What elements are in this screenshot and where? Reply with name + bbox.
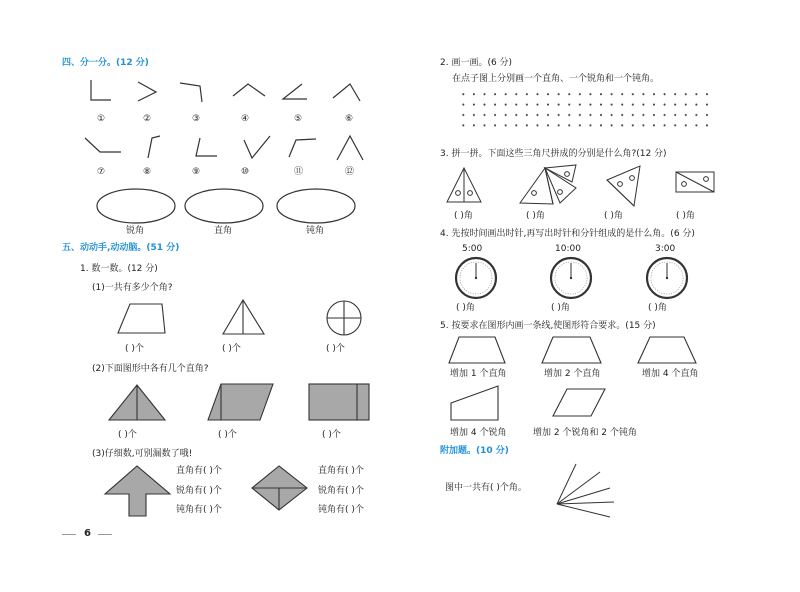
ellipse-label-acute: 锐角 — [126, 226, 145, 236]
bonus-text: 图中一共有( )个角。 — [445, 483, 527, 493]
q2-text: 在点子图上分别画一个直角、一个锐角和一个钝角。 — [452, 74, 660, 84]
angle-number-11: ⑪ — [294, 167, 304, 177]
angle-number-6: ⑥ — [345, 114, 354, 124]
q1-1-answer-2[interactable]: ( )个 — [222, 344, 241, 354]
q1-2-answer-2[interactable]: ( )个 — [218, 430, 237, 440]
q5-label-5: 增加 2 个锐角和 2 个钝角 — [533, 428, 637, 438]
q5-label-1: 增加 1 个直角 — [450, 369, 507, 379]
angle-number-7: ⑦ — [97, 167, 106, 177]
angle-number-5: ⑤ — [294, 114, 303, 124]
q1-3-left-right-count[interactable]: 直角有( )个 — [176, 466, 222, 476]
q3-title: 3. 拼一拼。下面这些三角尺拼成的分别是什么角?(12 分) — [440, 149, 667, 159]
q3-answer-3[interactable]: ( )角 — [604, 211, 623, 221]
q1-3-left-acute-count[interactable]: 锐角有( )个 — [176, 486, 222, 496]
q4-title: 4. 先按时间画出时针,再写出时针和分针组成的是什么角。(6 分) — [440, 229, 695, 239]
q4-time-3: 3:00 — [655, 244, 676, 254]
q5-label-2: 增加 2 个直角 — [544, 369, 601, 379]
page-number-rule-right — [98, 534, 112, 535]
q1-1-answer-3[interactable]: ( )个 — [326, 344, 345, 354]
q1-1-prompt: (1)一共有多少个角? — [92, 283, 173, 293]
q1-3-prompt: (3)仔细数,可别漏数了哦! — [92, 449, 193, 459]
q1-1-answer-1[interactable]: ( )个 — [125, 344, 144, 354]
angle-number-1: ① — [97, 114, 106, 124]
q4-answer-2[interactable]: ( )角 — [551, 303, 570, 313]
ellipse-label-obtuse: 钝角 — [306, 226, 325, 236]
q3-answer-2[interactable]: ( )角 — [526, 211, 545, 221]
q4-answer-1[interactable]: ( )角 — [456, 303, 475, 313]
bonus-title: 附加题。(10 分) — [440, 446, 509, 456]
q1-2-answer-1[interactable]: ( )个 — [118, 430, 137, 440]
q2-title: 2. 画一画。(6 分) — [440, 58, 513, 68]
page-number-rule-left — [62, 534, 76, 535]
angle-number-9: ⑨ — [192, 167, 201, 177]
q1-3-right-obtuse-count[interactable]: 钝角有( )个 — [318, 505, 364, 515]
q1-2-answer-3[interactable]: ( )个 — [322, 430, 341, 440]
q4-answer-3[interactable]: ( )角 — [648, 303, 667, 313]
angle-number-4: ④ — [241, 114, 250, 124]
section-4-title: 四、分一分。(12 分) — [62, 58, 149, 68]
q5-label-4: 增加 4 个锐角 — [450, 428, 507, 438]
q1-2-prompt: (2)下面图形中各有几个直角? — [92, 364, 209, 374]
q4-time-1: 5:00 — [462, 244, 483, 254]
q1-3-right-acute-count[interactable]: 锐角有( )个 — [318, 486, 364, 496]
q1-title: 1. 数一数。(12 分) — [80, 264, 158, 274]
angle-number-2: ② — [143, 114, 152, 124]
q5-label-3: 增加 4 个直角 — [642, 369, 699, 379]
q1-3-right-right-count[interactable]: 直角有( )个 — [318, 466, 364, 476]
section-5-title: 五、动动手,动动脑。(51 分) — [62, 243, 180, 253]
q1-3-left-obtuse-count[interactable]: 钝角有( )个 — [176, 505, 222, 515]
q5-title: 5. 按要求在图形内画一条线,使图形符合要求。(15 分) — [440, 321, 656, 331]
angle-number-10: ⑩ — [241, 167, 250, 177]
ellipse-label-right: 直角 — [214, 226, 233, 236]
angle-number-3: ③ — [192, 114, 201, 124]
q4-time-2: 10:00 — [555, 244, 581, 254]
q3-answer-1[interactable]: ( )角 — [454, 211, 473, 221]
page-number: 6 — [84, 528, 91, 539]
q3-answer-4[interactable]: ( )角 — [676, 211, 695, 221]
angle-number-8: ⑧ — [143, 167, 152, 177]
angle-number-12: ⑫ — [345, 167, 355, 177]
